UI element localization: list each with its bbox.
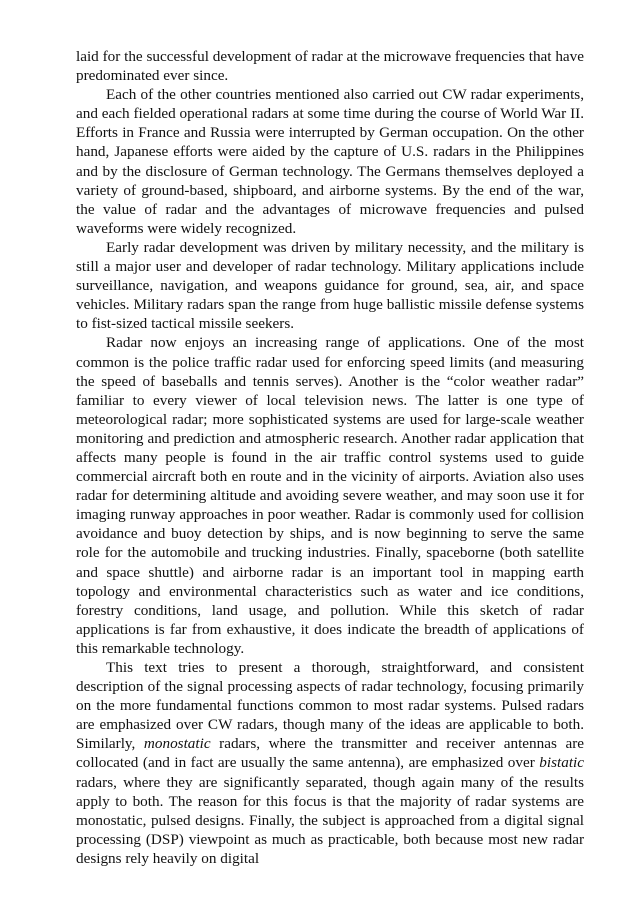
text-span: radars, where they are significantly separated, though again many of the results apply to both. The reason for this focus is that the majority of radar systems are monostatic, pulsed designs. Finally, the subject is approached from a digital signal processing (DSP) viewpoint as much as practicable, both because most new radar designs rely heavily on digital xyxy=(76,773,584,867)
paragraph-wartime-efforts: Each of the other countries mentioned also carried out CW radar experiments, and each fielded operational radars at some time during the course of World War II. Efforts in France and Russia were interrupted by German occupation. On the other hand, Japanese efforts were aided by the capture of U.S. radars in the Philippines and by the disclosure of German technology. The Germans themselves deployed a variety of ground-based, shipboard, and airborne systems. By the end of the war, the value of radar and the advantages of microwave frequencies and pulsed waveforms were widely recognized. xyxy=(76,86,584,237)
paragraph-radar-applications: Radar now enjoys an increasing range of applications. One of the most common is the police traffic radar used for enforcing speed limits (and measuring the speed of baseballs and tennis serves). Another is the “color weather radar” familiar to every viewer of local television news. The latter is one type of meteorological radar; more sophisticated systems are used for large-scale weather monitoring and prediction and atmospheric research. Another radar application that affects many people is found in the air traffic control systems used to guide commercial aircraft both en route and in the vicinity of airports. Aviation also uses radar for determining altitude and avoiding severe weather, and may soon use it for imaging runway approaches in poor weather. Radar is commonly used for collision avoidance and buoy detection by ships, and is now beginning to serve the same role for the automobile and trucking industries. Finally, spaceborne (both satellite and space shuttle) and airborne radar is an important tool in mapping earth topology and environmental characteristics such as water and ice conditions, forestry conditions, land usage, and pollution. While this sketch of radar applications is far from exhaustive, it does indicate the breadth of applications of this remarkable technology. xyxy=(76,334,584,657)
paragraph-military-radar: Early radar development was driven by military necessity, and the military is still a major user and developer of radar technology. Military applications include surveillance, navigation, and weapons guidance for ground, sea, air, and space vehicles. Military radars span the range from huge ballistic missile defense systems to fist-sized tactical missile seekers. xyxy=(76,238,584,333)
text-span: This text tries to present a thorough, straightforward, and consistent description of the signal processing aspects of radar technology, focusing primarily on the more fundamental functions common to most radar systems. Pulsed radars are emphasized over CW radars, though many of the ideas are applicable to both. Similarly, xyxy=(76,659,584,753)
text-span: radars, where the transmitter and receiver antennas are collocated (and in fact are usually the same antenna), are emphasized over xyxy=(76,735,585,772)
paragraph-continuation: laid for the successful development of radar at the microwave frequencies that have predominated ever since. xyxy=(76,48,584,85)
paragraph-text-scope xyxy=(76,658,584,868)
document-page xyxy=(76,47,584,868)
italic-term-bistatic: bistatic xyxy=(539,754,584,772)
italic-term-monostatic: monostatic xyxy=(143,735,211,753)
